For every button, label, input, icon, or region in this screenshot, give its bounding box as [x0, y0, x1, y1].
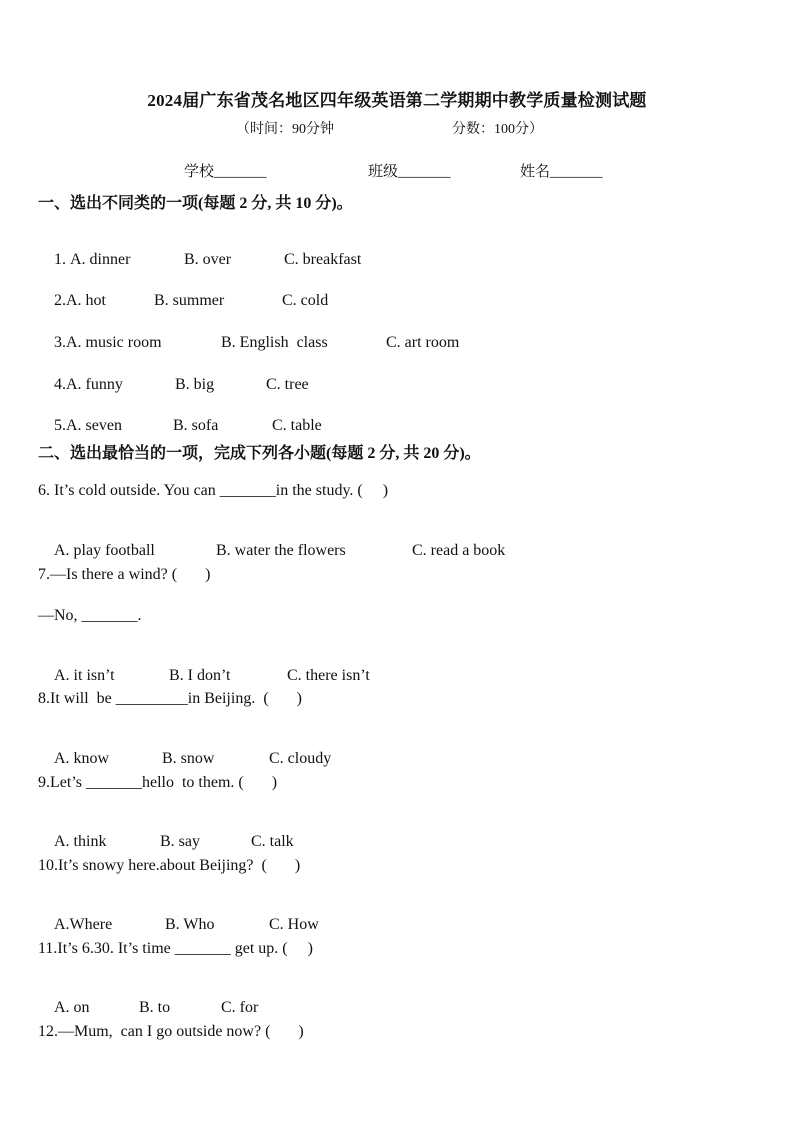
option-c: C. table	[272, 417, 322, 434]
option-a: A. play football	[54, 542, 155, 559]
option-a: A. music room	[66, 334, 162, 351]
option-a: A. hot	[66, 292, 106, 309]
option-a: A. dinner	[70, 251, 131, 268]
question-7-stem-2: —No, _______.	[38, 607, 142, 624]
option-b: B. I don’t	[169, 667, 231, 684]
option-b: B. water the flowers	[216, 542, 346, 559]
option-b: B. to	[139, 999, 171, 1016]
school-field: 学校_______	[184, 164, 267, 180]
question-11-stem: 11.It’s 6.30. It’s time _______ get up. ( )	[38, 940, 313, 957]
option-c: C. art room	[386, 334, 460, 351]
question-7-stem: 7.—Is there a wind? ( )	[38, 566, 211, 583]
option-a: A. funny	[66, 376, 123, 393]
option-b: B. sofa	[173, 417, 219, 434]
question-9-stem: 9.Let’s _______hello to them. ( )	[38, 774, 278, 791]
question-number: 4.	[54, 376, 66, 393]
question-12-stem: 12.—Mum, can I go outside now? ( )	[38, 1023, 304, 1040]
option-b: B. over	[184, 251, 232, 268]
option-a: A. know	[54, 750, 110, 767]
class-field: 班级_______	[368, 164, 451, 180]
question-number: 1.	[54, 251, 70, 268]
option-c: C. read a book	[412, 542, 506, 559]
question-10-stem: 10.It’s snowy here.about Beijing? ( )	[38, 857, 301, 874]
question-8-stem: 8.It will be _________in Beijing. ( )	[38, 690, 302, 707]
option-b: B. big	[175, 376, 215, 393]
section-1-heading: 一、选出不同类的一项(每题 2 分, 共 10 分)。	[38, 195, 353, 212]
option-b: B. Who	[165, 916, 215, 933]
option-a: A.Where	[54, 916, 113, 933]
option-c: C. breakfast	[284, 251, 362, 268]
section-2-heading: 二、选出最恰当的一项，完成下列各小题(每题 2 分, 共 20 分)。	[38, 445, 481, 462]
option-c: C. tree	[266, 376, 309, 393]
question-number: 2.	[54, 292, 66, 309]
option-b: B. say	[160, 833, 200, 850]
option-b: B. snow	[162, 750, 215, 767]
question-number: 5.	[54, 417, 66, 434]
option-b: B. summer	[154, 292, 225, 309]
name-field: 姓名_______	[520, 164, 603, 180]
option-c: C. for	[221, 999, 259, 1016]
option-b: B. English class	[221, 334, 328, 351]
exam-score: 分数：100分）	[452, 122, 543, 137]
option-a: A. think	[54, 833, 107, 850]
option-c: C. there isn’t	[287, 667, 370, 684]
question-number: 3.	[54, 334, 66, 351]
option-a: A. on	[54, 999, 90, 1016]
option-c: C. cold	[282, 292, 329, 309]
option-a: A. seven	[66, 417, 122, 434]
option-a: A. it isn’t	[54, 667, 115, 684]
option-c: C. talk	[251, 833, 294, 850]
exam-time: （时间：90分钟	[236, 122, 334, 137]
option-c: C. How	[269, 916, 319, 933]
page-title: 2024届广东省茂名地区四年级英语第二学期期中教学质量检测试题	[147, 91, 647, 110]
question-6-stem: 6. It’s cold outside. You can _______in the study. ( )	[38, 482, 389, 499]
option-c: C. cloudy	[269, 750, 332, 767]
